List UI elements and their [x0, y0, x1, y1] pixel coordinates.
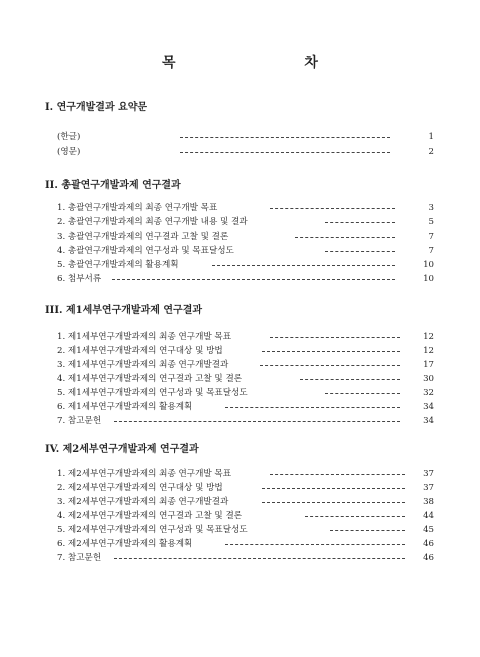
toc-entry-page: 5	[428, 217, 434, 227]
dotted-leader	[225, 544, 405, 545]
toc-entry[interactable]	[0, 373, 480, 386]
toc-entry-label: 3. 제2세부연구개발과제의 최종 연구개발결과	[57, 497, 229, 507]
toc-entry-label: 5. 제1세부연구개발과제의 연구성과 및 목표달성도	[57, 388, 248, 398]
toc-entry-label: (영문)	[57, 147, 81, 157]
toc-entry-page: 12	[423, 346, 434, 356]
toc-entry-page: 7	[428, 246, 434, 256]
dotted-leader	[262, 351, 400, 352]
toc-entry[interactable]	[0, 538, 480, 551]
dotted-leader	[270, 474, 405, 475]
toc-entry[interactable]	[0, 259, 480, 272]
toc-entry[interactable]	[0, 146, 480, 159]
toc-entry[interactable]	[0, 468, 480, 481]
toc-entry[interactable]	[0, 131, 480, 144]
toc-entry[interactable]	[0, 245, 480, 258]
toc-entry-page: 38	[423, 497, 434, 507]
toc-entry-page: 34	[423, 402, 434, 412]
dotted-leader	[180, 137, 390, 138]
dotted-leader	[212, 265, 395, 266]
toc-entry[interactable]	[0, 496, 480, 509]
toc-entry-page: 37	[423, 483, 434, 493]
toc-entry[interactable]	[0, 510, 480, 523]
toc-entry[interactable]	[0, 331, 480, 344]
toc-entry-label: 6. 제2세부연구개발과제의 활용계획	[57, 539, 193, 549]
toc-entry-label: 1. 제1세부연구개발과제의 최종 연구개발 목표	[57, 332, 232, 342]
toc-entry-label: 7. 참고문헌	[57, 416, 102, 426]
dotted-leader	[262, 488, 405, 489]
toc-entry-label: 2. 제1세부연구개발과제의 연구대상 및 방법	[57, 346, 223, 356]
section-heading: III. 제1세부연구개발과제 연구결과	[45, 305, 203, 316]
toc-entry-label: 7. 참고문헌	[57, 553, 102, 563]
dotted-leader	[325, 222, 395, 223]
toc-entry-page: 7	[428, 232, 434, 242]
toc-entry[interactable]	[0, 273, 480, 286]
toc-entry-page: 45	[423, 525, 434, 535]
toc-entry-label: 1. 총괄연구개발과제의 최종 연구개발 목표	[57, 203, 218, 213]
toc-entry[interactable]	[0, 202, 480, 215]
dotted-leader	[114, 421, 400, 422]
dotted-leader	[305, 516, 405, 517]
dotted-leader	[114, 558, 405, 559]
toc-entry-page: 10	[423, 274, 434, 284]
dotted-leader	[260, 365, 400, 366]
dotted-leader	[180, 152, 390, 153]
toc-entry-label: 6. 제1세부연구개발과제의 활용계획	[57, 402, 193, 412]
toc-entry-page: 34	[423, 416, 434, 426]
section-heading: II. 총괄연구개발과제 연구결과	[45, 180, 181, 191]
toc-entry-label: 4. 총괄연구개발과제의 연구성과 및 목표달성도	[57, 246, 234, 256]
toc-entry[interactable]	[0, 415, 480, 428]
toc-entry-label: 2. 제2세부연구개발과제의 연구대상 및 방법	[57, 483, 223, 493]
toc-entry-label: 5. 총괄연구개발과제의 활용계획	[57, 260, 179, 270]
toc-entry[interactable]	[0, 387, 480, 400]
toc-entry[interactable]	[0, 359, 480, 372]
toc-entry-page: 46	[423, 539, 434, 549]
toc-entry-page: 37	[423, 469, 434, 479]
dotted-leader	[325, 393, 400, 394]
dotted-leader	[225, 407, 400, 408]
toc-entry-label: 5. 제2세부연구개발과제의 연구성과 및 목표달성도	[57, 525, 248, 535]
toc-entry-label: 3. 제1세부연구개발과제의 최종 연구개발결과	[57, 360, 229, 370]
toc-entry-label: (한글)	[57, 132, 81, 142]
toc-entry-page: 30	[423, 374, 434, 384]
toc-entry[interactable]	[0, 401, 480, 414]
dotted-leader	[270, 337, 400, 338]
toc-entry-page: 1	[428, 132, 434, 142]
toc-entry[interactable]	[0, 524, 480, 537]
toc-entry-label: 4. 제2세부연구개발과제의 연구결과 고찰 및 결론	[57, 511, 243, 521]
toc-entry-label: 1. 제2세부연구개발과제의 최종 연구개발 목표	[57, 469, 232, 479]
toc-entry-page: 46	[423, 553, 434, 563]
toc-entry-label: 4. 제1세부연구개발과제의 연구결과 고찰 및 결론	[57, 374, 243, 384]
toc-entry[interactable]	[0, 231, 480, 244]
toc-entry[interactable]	[0, 482, 480, 495]
toc-entry-label: 3. 총괄연구개발과제의 연구결과 고찰 및 결론	[57, 232, 229, 242]
toc-entry-page: 2	[428, 147, 434, 157]
toc-entry-label: 6. 첨부서류	[57, 274, 102, 284]
dotted-leader	[325, 251, 395, 252]
dotted-leader	[262, 502, 405, 503]
dotted-leader	[270, 208, 395, 209]
toc-entry-label: 2. 총괄연구개발과제의 최종 연구개발 내용 및 결과	[57, 217, 248, 227]
toc-entry-page: 3	[428, 203, 434, 213]
toc-entry-page: 12	[423, 332, 434, 342]
toc-entry-page: 32	[423, 388, 434, 398]
section-heading: I. 연구개발결과 요약문	[45, 102, 148, 113]
toc-entry[interactable]	[0, 345, 480, 358]
dotted-leader	[300, 379, 400, 380]
dotted-leader	[330, 530, 405, 531]
toc-entry[interactable]	[0, 552, 480, 565]
toc-entry[interactable]	[0, 216, 480, 229]
page-title: 목 차	[162, 55, 380, 71]
dotted-leader	[112, 279, 395, 280]
dotted-leader	[295, 237, 395, 238]
toc-entry-page: 10	[423, 260, 434, 270]
toc-entry-page: 17	[423, 360, 434, 370]
toc-entry-page: 44	[423, 511, 434, 521]
section-heading: IV. 제2세부연구개발과제 연구결과	[45, 444, 199, 455]
